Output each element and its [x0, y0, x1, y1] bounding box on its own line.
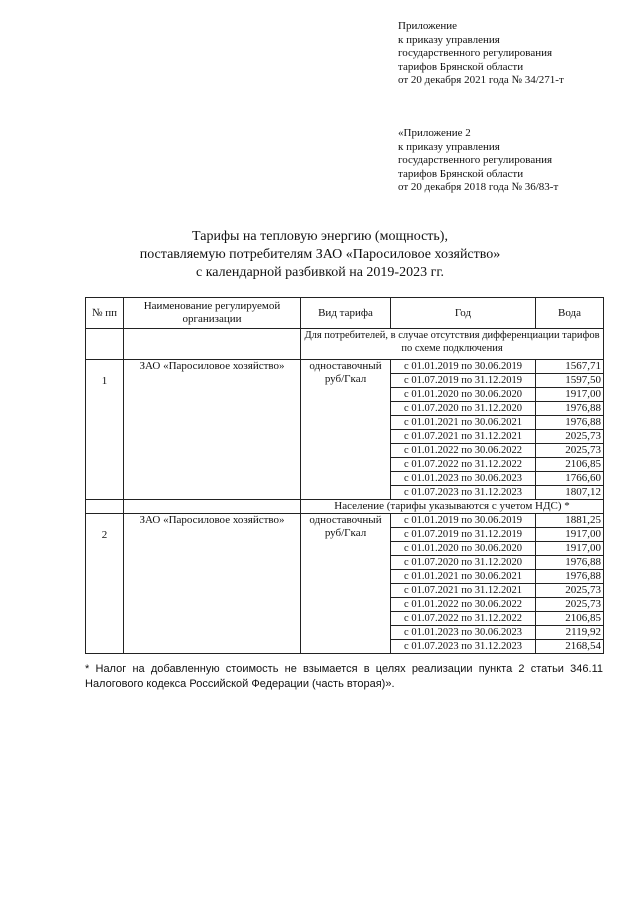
appendix-line: тарифов Брянской области	[398, 60, 524, 73]
appendix-line: государственного регулирования	[398, 154, 553, 166]
period-cell: с 01.01.2022 по 30.06.2022	[391, 598, 536, 612]
table-row	[86, 360, 604, 374]
period-cell: с 01.07.2020 по 31.12.2020	[391, 402, 536, 416]
organization-name: ЗАО «Паросиловое хозяйство»	[124, 360, 301, 500]
appendix-line: Приложение	[398, 20, 458, 32]
period-cell: с 01.07.2022 по 31.12.2022	[391, 612, 536, 626]
period-cell: с 01.01.2020 по 30.06.2020	[391, 542, 536, 556]
tariff-value-cell: 1917,00	[536, 388, 604, 402]
tariff-value-cell: 2025,73	[536, 444, 604, 458]
tariff-value-cell: 1597,50	[536, 374, 604, 388]
tariff-value-cell: 1976,88	[536, 570, 604, 584]
tariff-value-cell: 2106,85	[536, 612, 604, 626]
table-body	[86, 329, 604, 654]
tariff-value-cell: 1917,00	[536, 542, 604, 556]
appendix-line: тарифов Брянской области	[398, 167, 524, 180]
document-title	[0, 228, 640, 282]
tariff-value-cell: 2168,54	[536, 640, 604, 654]
section2-caption: Население (тарифы указываются с учетом НДС) *	[301, 500, 604, 514]
period-cell: с 01.07.2021 по 31.12.2021	[391, 584, 536, 598]
appendix-line: «Приложение 2	[398, 127, 471, 139]
period-cell: с 01.07.2019 по 31.12.2019	[391, 528, 536, 542]
header-year: Год	[391, 298, 536, 329]
period-cell: с 01.07.2023 по 31.12.2023	[391, 640, 536, 654]
tariff-value-cell: 2025,73	[536, 598, 604, 612]
section1-caption: Для потребителей, в случае отсутствия дифференциации тарифов по схеме подключения	[301, 329, 604, 360]
appendix-line: к приказу управления	[398, 33, 500, 46]
period-cell: с 01.01.2019 по 30.06.2019	[391, 360, 536, 374]
period-cell: с 01.07.2023 по 31.12.2023	[391, 486, 536, 500]
tariff-kind: одноставочный руб/Гкал	[301, 514, 391, 654]
tariff-value-cell: 2025,73	[536, 430, 604, 444]
title-line: Тарифы на тепловую энергию (мощность),	[192, 229, 448, 244]
header-kind: Вид тарифа	[301, 298, 391, 329]
period-cell: с 01.01.2020 по 30.06.2020	[391, 388, 536, 402]
period-cell: с 01.01.2021 по 30.06.2021	[391, 570, 536, 584]
appendix-line: к приказу управления	[398, 140, 500, 153]
period-cell: с 01.01.2021 по 30.06.2021	[391, 416, 536, 430]
appendix-current-block	[398, 20, 564, 88]
tariff-table	[85, 297, 604, 654]
period-cell: с 01.01.2023 по 30.06.2023	[391, 626, 536, 640]
tariff-value-cell: 1567,71	[536, 360, 604, 374]
organization-name: ЗАО «Паросиловое хозяйство»	[124, 514, 301, 654]
period-cell: с 01.07.2020 по 31.12.2020	[391, 556, 536, 570]
tariff-kind: одноставочный руб/Гкал	[301, 360, 391, 500]
tariff-value-cell: 2106,85	[536, 458, 604, 472]
appendix-previous-block	[398, 127, 558, 195]
period-cell: с 01.07.2022 по 31.12.2022	[391, 458, 536, 472]
appendix-line: государственного регулирования	[398, 47, 553, 59]
tariff-value-cell: 1807,12	[536, 486, 604, 500]
row-number: 2	[86, 514, 124, 654]
header-no: № пп	[86, 298, 124, 329]
tariff-value-cell: 1917,00	[536, 528, 604, 542]
period-cell: с 01.07.2021 по 31.12.2021	[391, 430, 536, 444]
header-org: Наименование регулируемой организации	[124, 298, 301, 329]
tariff-value-cell: 1881,25	[536, 514, 604, 528]
table-row	[86, 514, 604, 528]
appendix-line: от 20 декабря 2018 года № 36/83-т	[398, 181, 559, 193]
period-cell: с 01.01.2019 по 30.06.2019	[391, 514, 536, 528]
section2-caption-row	[86, 500, 604, 514]
appendix-line: от 20 декабря 2021 года № 34/271-т	[398, 74, 564, 86]
section1-caption-row	[86, 329, 604, 360]
tariff-value-cell: 1976,88	[536, 402, 604, 416]
row-number: 1	[86, 360, 124, 500]
tariff-value-cell: 1976,88	[536, 556, 604, 570]
tariff-value-cell: 1976,88	[536, 416, 604, 430]
title-line: поставляемую потребителям ЗАО «Паросиловое хозяйство»	[139, 247, 501, 262]
period-cell: с 01.07.2019 по 31.12.2019	[391, 374, 536, 388]
period-cell: с 01.01.2023 по 30.06.2023	[391, 472, 536, 486]
tariff-value-cell: 2119,92	[536, 626, 604, 640]
table-header-row	[86, 298, 604, 329]
header-value: Вода	[536, 298, 604, 329]
period-cell: с 01.01.2022 по 30.06.2022	[391, 444, 536, 458]
tariff-value-cell: 2025,73	[536, 584, 604, 598]
tariff-value-cell: 1766,60	[536, 472, 604, 486]
title-line: с календарной разбивкой на 2019-2023 гг.	[196, 265, 444, 280]
footnote: * Налог на добавленную стоимость не взымается в целях реализации пункта 2 статьи 346.11 Налогового кодекса Российской Федерации (часть вторая)».	[85, 663, 603, 690]
